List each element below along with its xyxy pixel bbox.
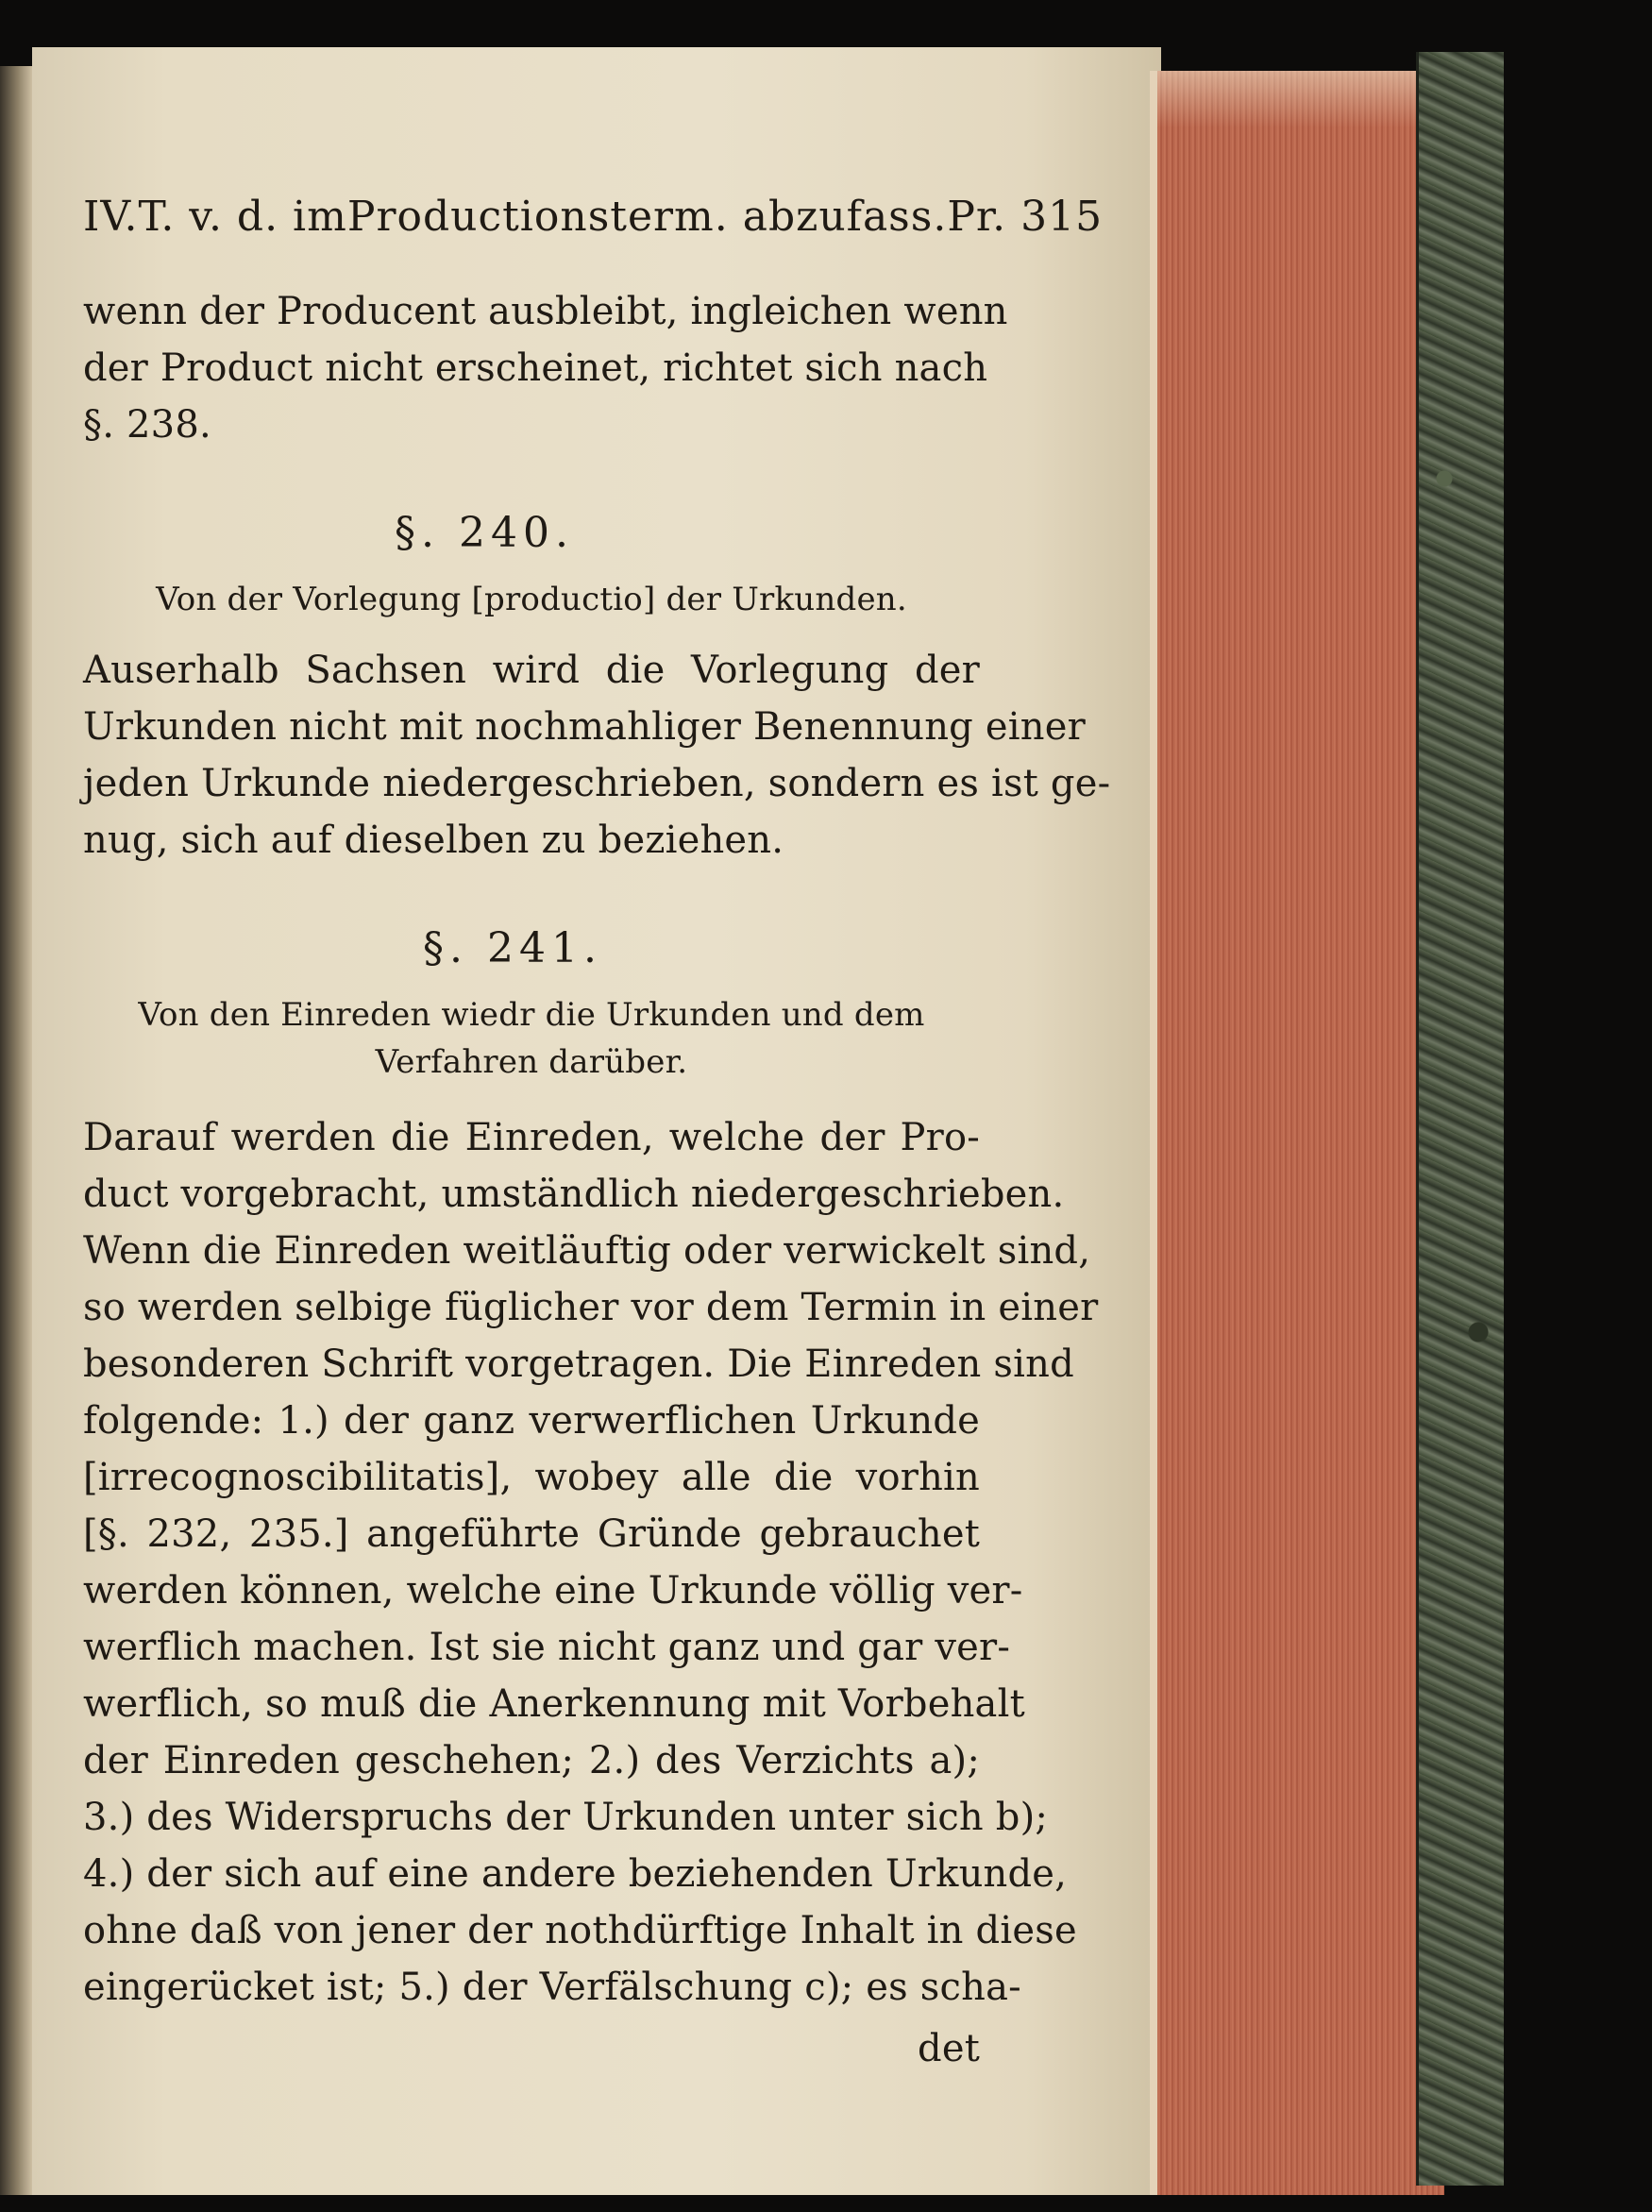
- book-left-page-edge: [0, 66, 32, 2195]
- text-line: Urkunden nicht mit nochmahliger Benennung einer: [83, 705, 1086, 749]
- text-line: jeden Urkunde niedergeschrieben, sondern es ist ge-: [83, 762, 1111, 805]
- text-line: [irrecognoscibilitatis], wobey alle die vorhin: [83, 1456, 980, 1499]
- page-number: 315: [1020, 193, 1104, 241]
- section-number: §. 241.: [423, 924, 602, 972]
- marbled-cover: [1416, 52, 1504, 2186]
- text-line: werflich machen. Ist sie nicht ganz und gar ver-: [83, 1626, 1011, 1669]
- text-line: folgende: 1.) der ganz verwerflichen Urkunde: [83, 1399, 980, 1443]
- text-line: §. 238.: [83, 403, 211, 447]
- text-line: wenn der Producent ausbleibt, ingleichen wenn: [83, 290, 1008, 333]
- text-line: der Einreden geschehen; 2.) des Verzichts a);: [83, 1739, 980, 1782]
- text-line: eingerücket ist; 5.) der Verfälschung c); es scha-: [83, 1966, 1021, 2009]
- page-block-edge: [1150, 71, 1444, 2195]
- section-number: §. 240.: [395, 509, 574, 557]
- text-line: der Product nicht erscheinet, richtet sich nach: [83, 346, 988, 390]
- text-line: werden können, welche eine Urkunde völlig ver-: [83, 1569, 1023, 1613]
- text-line: Auserhalb Sachsen wird die Vorlegung der: [83, 649, 980, 692]
- catchword: det: [918, 2027, 980, 2070]
- section-title-line: Von den Einreden wiedr die Urkunden und dem: [138, 996, 925, 1034]
- text-line: 4.) der sich auf eine andere beziehenden Urkunde,: [83, 1852, 1068, 1896]
- section-title-line: Verfahren darüber.: [375, 1043, 688, 1081]
- text-line: 3.) des Widerspruchs der Urkunden unter sich b);: [83, 1796, 1049, 1839]
- text-line: [§. 232, 235.] angeführte Gründe gebrauchet: [83, 1512, 980, 1556]
- text-line: besonderen Schrift vorgetragen. Die Einreden sind: [83, 1342, 1074, 1386]
- text-line: nug, sich auf dieselben zu beziehen.: [83, 819, 784, 862]
- running-title: IV.T. v. d. imProductionsterm. abzufass.Pr.: [83, 193, 1007, 241]
- text-line: duct vorgebracht, umständlich niedergeschrieben.: [83, 1173, 1065, 1216]
- text-line: werflich, so muß die Anerkennung mit Vorbehalt: [83, 1682, 1025, 1726]
- text-line: Wenn die Einreden weitläuftig oder verwickelt sind,: [83, 1229, 1091, 1273]
- section-title: Von der Vorlegung [productio] der Urkunden.: [156, 581, 907, 618]
- running-header: [83, 189, 1104, 245]
- text-line: ohne daß von jener der nothdürftige Inhalt in diese: [83, 1909, 1077, 1952]
- text-line: Darauf werden die Einreden, welche der Pro-: [83, 1116, 980, 1159]
- text-line: so werden selbige füglicher vor dem Termin in einer: [83, 1286, 1099, 1329]
